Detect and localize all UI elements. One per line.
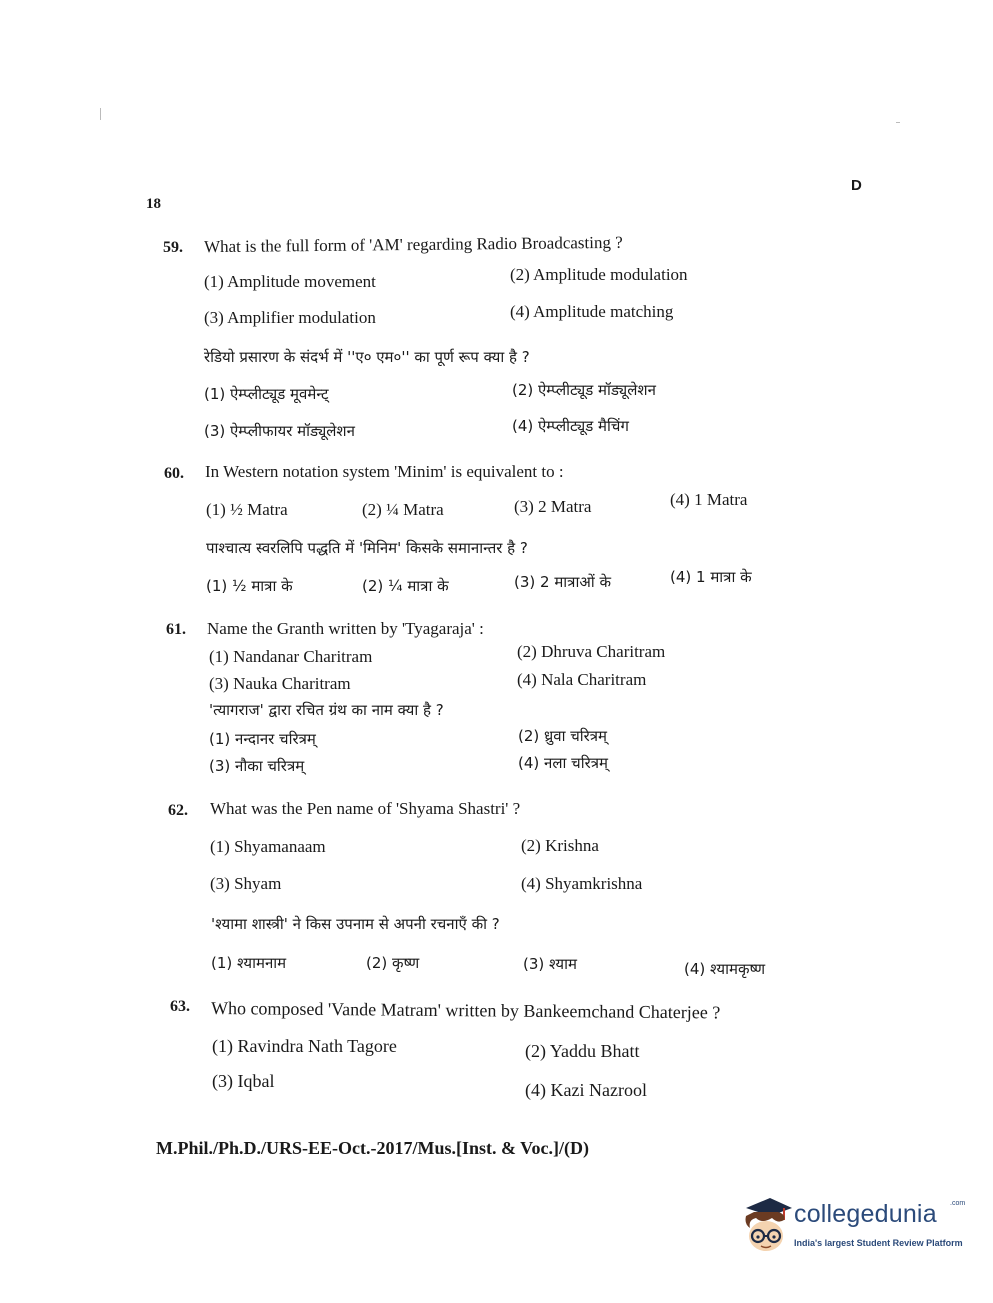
option-hindi: (1) ऐम्प्लीट्यूड मूवमेन्ट् [204, 385, 329, 403]
option-hindi: (4) श्यामकृष्ण [684, 960, 766, 978]
student-mascot-icon [738, 1194, 794, 1258]
option: (3) 2 Matra [514, 497, 592, 516]
paper-code-footer: M.Phil./Ph.D./URS-EE-Oct.-2017/Mus.[Inst. & Voc.]/(D) [156, 1138, 589, 1158]
logo-domain-suffix: .com [950, 1200, 966, 1207]
option: (2) Amplitude modulation [510, 265, 688, 284]
option: (4) Nala Charitram [517, 670, 647, 689]
question-number: 61. [166, 621, 186, 638]
option-hindi: (3) श्याम [523, 955, 577, 973]
option: (2) Yaddu Bhatt [525, 1041, 640, 1061]
option-hindi: (4) ऐम्प्लीट्यूड मैचिंग [512, 417, 629, 435]
option-hindi: (3) 2 मात्राओं के [514, 573, 611, 591]
logo-wordmark: collegedunia [794, 1200, 937, 1228]
option-hindi: (2) कृष्ण [366, 954, 420, 972]
scan-mark [100, 108, 101, 120]
question-text-hindi: पाश्चात्य स्वरलिपि पद्धति में 'मिनिम' किसके समानान्तर है ? [206, 539, 528, 557]
option: (1) Ravindra Nath Tagore [212, 1036, 397, 1056]
option-hindi: (3) ऐम्प्लीफायर मॉड्यूलेशन [204, 422, 355, 440]
option-hindi: (1) ½ मात्रा के [206, 577, 293, 595]
option: (3) Amplifier modulation [204, 308, 376, 327]
collegedunia-logo[interactable] [738, 1194, 968, 1264]
question-text: Who composed 'Vande Matram' written by Bankeemchand Chaterjee ? [210, 998, 721, 1023]
option: (3) Nauka Charitram [209, 674, 351, 693]
question-text: Name the Granth written by 'Tyagaraja' : [207, 619, 484, 638]
logo-tagline: India's largest Student Review Platform [794, 1238, 963, 1248]
question-text-hindi: रेडियो प्रसारण के संदर्भ में ''ए० एम०'' का पूर्ण रूप क्या है ? [204, 348, 530, 366]
option-hindi: (2) ऐम्प्लीट्यूड मॉड्यूलेशन [512, 381, 656, 399]
option: (3) Shyam [210, 874, 282, 893]
option-hindi: (1) श्यामनाम [211, 954, 287, 972]
option: (4) Amplitude matching [510, 302, 674, 321]
option: (2) ¼ Matra [362, 500, 444, 519]
option: (1) Shyamanaam [210, 837, 326, 856]
question-number: 63. [170, 998, 190, 1015]
option: (4) 1 Matra [670, 490, 748, 509]
question-text: What was the Pen name of 'Shyama Shastri' ? [210, 799, 521, 818]
option: (3) Iqbal [212, 1071, 275, 1091]
option-hindi: (3) नौका चरित्रम् [209, 757, 305, 775]
question-number: 60. [164, 465, 184, 482]
question-number: 59. [163, 239, 183, 256]
scan-mark [896, 122, 900, 123]
option: (1) ½ Matra [206, 500, 288, 519]
option-hindi: (2) ¼ मात्रा के [362, 577, 449, 595]
option-hindi: (4) नला चरित्रम् [518, 754, 608, 772]
option: (4) Kazi Nazrool [525, 1080, 647, 1100]
question-text-hindi: 'त्यागराज' द्वारा रचित ग्रंथ का नाम क्या है ? [209, 701, 444, 719]
question-text: In Western notation system 'Minim' is equivalent to : [205, 462, 564, 481]
page-number: 18 [146, 196, 161, 212]
option-hindi: (1) नन्दानर चरित्रम् [209, 730, 316, 748]
question-number: 62. [168, 802, 188, 819]
question-text: What is the full form of 'AM' regarding Radio Broadcasting ? [203, 232, 623, 257]
option: (1) Amplitude movement [204, 272, 376, 291]
option: (2) Krishna [521, 836, 599, 855]
option: (1) Nandanar Charitram [209, 647, 373, 666]
option: (2) Dhruva Charitram [517, 642, 666, 661]
question-text-hindi: 'श्यामा शास्त्री' ने किस उपनाम से अपनी रचनाएँ की ? [211, 915, 500, 933]
option: (4) Shyamkrishna [521, 874, 643, 893]
set-code: D [851, 177, 862, 194]
option-hindi: (4) 1 मात्रा के [670, 568, 752, 586]
option-hindi: (2) ध्रुवा चरित्रम् [518, 727, 608, 745]
